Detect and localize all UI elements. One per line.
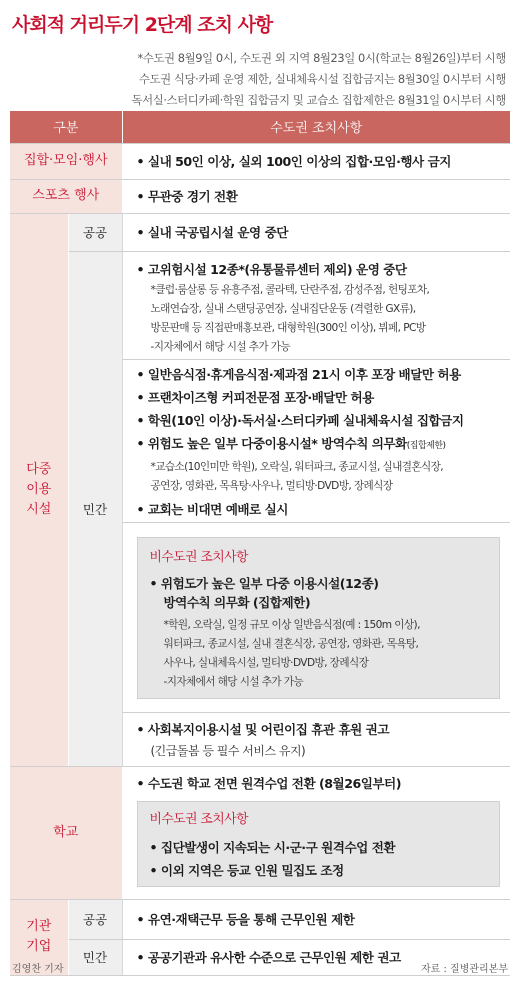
church-rule: • 교회는 비대면 예배로 실시	[136, 502, 288, 517]
measures-table	[10, 111, 510, 976]
nonmetro-note: -지자체에서 해당 시설 추가 가능	[163, 676, 304, 688]
private-rule: • 프랜차이즈형 커피전문점 포장·배달만 허용	[136, 390, 374, 405]
school-nonmetro-item: • 집단발생이 지속되는 시·군·구 원격수업 전환	[149, 840, 396, 855]
school-nonmetro-item: • 이외 지역은 등교 인원 밀집도 조정	[149, 863, 344, 878]
category-sports: 스포츠 행사	[10, 179, 122, 213]
nonmetro-item: • 위험도가 높은 일부 다중 이용시설(12종)	[149, 576, 379, 591]
note-line: 수도권 식당·카페 운영 제한, 실내체육시설 집합금지는 8월30일 0시부터 시행	[138, 72, 506, 86]
school-nonmetro-box	[137, 801, 501, 887]
nonmetro-note: 워터파크, 종교시설, 실내 결혼식장, 공연장, 영화관, 목욕탕,	[163, 638, 419, 650]
welfare-note: (긴급돌봄 등 필수 서비스 유지)	[150, 743, 306, 758]
highrisk-title: • 고위험시설 12종*(유통물류센터 제외) 운영 중단	[136, 261, 407, 277]
effective-date-notes	[132, 48, 506, 111]
author-credit: 김영찬 기자	[12, 964, 64, 975]
note-line: 독서실·스터디카페·학원 집합금지 및 교습소 집합제한은 8월31일 0시부터 시행	[131, 93, 506, 107]
source-credit: 자료 : 질병관리본부	[420, 964, 508, 975]
subcategory-org-private: 민간	[68, 939, 122, 975]
private-rule: • 일반음식점·휴게음식점·제과점 21시 이후 포장 배달만 허용	[136, 367, 461, 382]
welfare-rule: • 사회복지이용시설 및 어린이집 휴관 휴원 권고	[136, 721, 390, 737]
nonmetro-box	[137, 537, 501, 699]
page-title: 사회적 거리두기 2단계 조치 사항	[12, 14, 273, 36]
category-org: 기관 기업	[10, 899, 68, 975]
nonmetro-title: 비수도권 조치사항	[149, 550, 248, 565]
header-category: 구분	[10, 111, 122, 143]
header-measures: 수도권 조치사항	[122, 111, 510, 143]
nonmetro-note: 사우나, 실내체육시설, 멀티방·DVD방, 장례식장	[163, 657, 369, 669]
nonmetro-item: 방역수칙 의무화 (집합제한)	[163, 595, 311, 610]
org-private-item: • 공공기관과 유사한 수준으로 근무인원 제한 권고	[136, 949, 401, 965]
risk-rule: • 위험도 높은 일부 다중이용시설* 방역수칙 의무화(집합제한)	[136, 436, 446, 451]
category-multi-use-facilities: 다중 이용 시설	[10, 213, 68, 766]
note-line: *수도권 8월9일 0시, 수도권 외 지역 8월23일 0시(학교는 8월26일)부터 시행	[137, 51, 506, 65]
category-gathering: 집합·모임·행사	[10, 143, 122, 179]
nonmetro-note: *학원, 오락실, 일정 규모 이상 일반음식점(예 : 150m 이상),	[163, 619, 420, 631]
org-public-item: • 유연·재택근무 등을 통해 근무인원 제한	[136, 911, 355, 927]
risk-note: 공연장, 영화관, 목욕탕·사우나, 멀티방·DVD방, 장례식장	[150, 480, 393, 492]
highrisk-note: 노래연습장, 실내 스탠딩공연장, 실내집단운동 (격렬한 GX류),	[150, 302, 416, 315]
subcategory-public: 공공	[68, 213, 122, 251]
gathering-item: • 실내 50인 이상, 실외 100인 이상의 집합·모임·행사 금지	[136, 153, 451, 169]
highrisk-note: *클럽·룸살롱 등 유흥주점, 콜라텍, 단란주점, 감성주점, 헌팅포차,	[150, 283, 430, 296]
highrisk-note: -지자체에서 해당 시설 추가 가능	[150, 340, 291, 353]
school-nonmetro-title: 비수도권 조치사항	[149, 812, 248, 827]
category-school: 학교	[10, 766, 122, 899]
sports-item: • 무관중 경기 전환	[136, 188, 238, 204]
private-rule: • 학원(10인 이상)·독서실·스터디카페 실내체육시설 집합금지	[136, 413, 464, 428]
subcategory-org-public: 공공	[68, 899, 122, 939]
risk-note: *교습소(10인미만 학원), 오락실, 워터파크, 종교시설, 실내결혼식장,	[150, 461, 444, 473]
subcategory-private: 민간	[68, 251, 122, 766]
highrisk-note: 방문판매 등 직접판매홍보관, 대형학원(300인 이상), 뷔페, PC방	[150, 321, 426, 334]
school-item: • 수도권 학교 전면 원격수업 전환 (8월26일부터)	[136, 776, 401, 791]
public-facility-item: • 실내 국공립시설 운영 중단	[136, 224, 288, 240]
